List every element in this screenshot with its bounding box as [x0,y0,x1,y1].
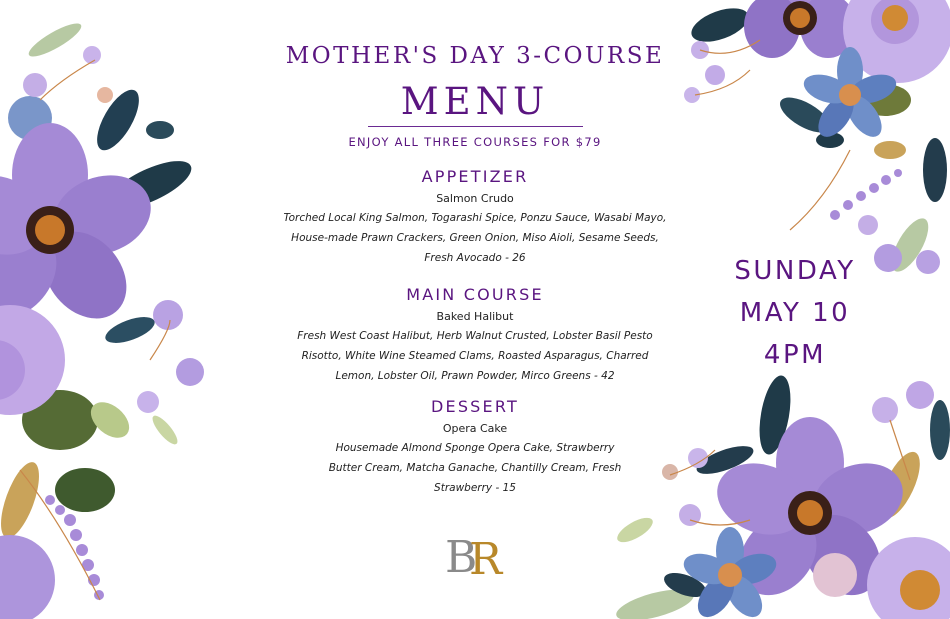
floral-decoration-top-right [640,0,950,290]
dish-description: Housemade Almond Sponge Opera Cake, Strawberry Butter Cream, Matcha Ganache, Chantilly Cream, Fresh Strawberry - 15 [328,442,622,494]
price-tagline: ENJOY ALL THREE COURSES FOR $79 [348,135,602,149]
dessert-section [270,396,680,498]
menu-subtitle: MOTHER'S DAY 3-COURSE [285,43,665,69]
event-date: MAY 10 [739,298,851,328]
section-heading: APPETIZER [421,167,529,186]
dish-description: Fresh West Coast Halibut, Herb Walnut Crusted, Lobster Basil Pesto Risotto, White Wine Steamed Clams, Roasted Asparagus, Charred Lemon, Lobster Oil, Prawn Powder, Mirco Greens - 42 [297,330,653,382]
dish-description: Torched Local King Salmon, Togarashi Spice, Ponzu Sauce, Wasabi Mayo, House-made Prawn Crackers, Green Onion, Miso Aioli, Sesame Seeds, Fresh Avocado - 26 [283,212,667,264]
main-course-section [270,284,680,386]
lavender-sprig-icon [830,169,902,220]
dish-name: Salmon Crudo [436,192,514,205]
event-time: 4PM [763,340,827,370]
event-day: SUNDAY [734,256,856,286]
logo-letter-b: B [445,532,478,580]
dish-name: Baked Halibut [436,310,514,323]
dish-name: Opera Cake [442,422,508,435]
event-date-block [700,250,890,376]
appetizer-section [270,166,680,268]
title-divider [368,126,583,127]
section-heading: MAIN COURSE [406,285,544,304]
menu-panel [270,36,680,498]
menu-title: MENU [400,80,550,123]
floral-decoration-left [0,0,230,619]
logo-letter-r: R [469,534,503,580]
restaurant-logo [443,530,507,580]
section-heading: DESSERT [431,397,519,416]
